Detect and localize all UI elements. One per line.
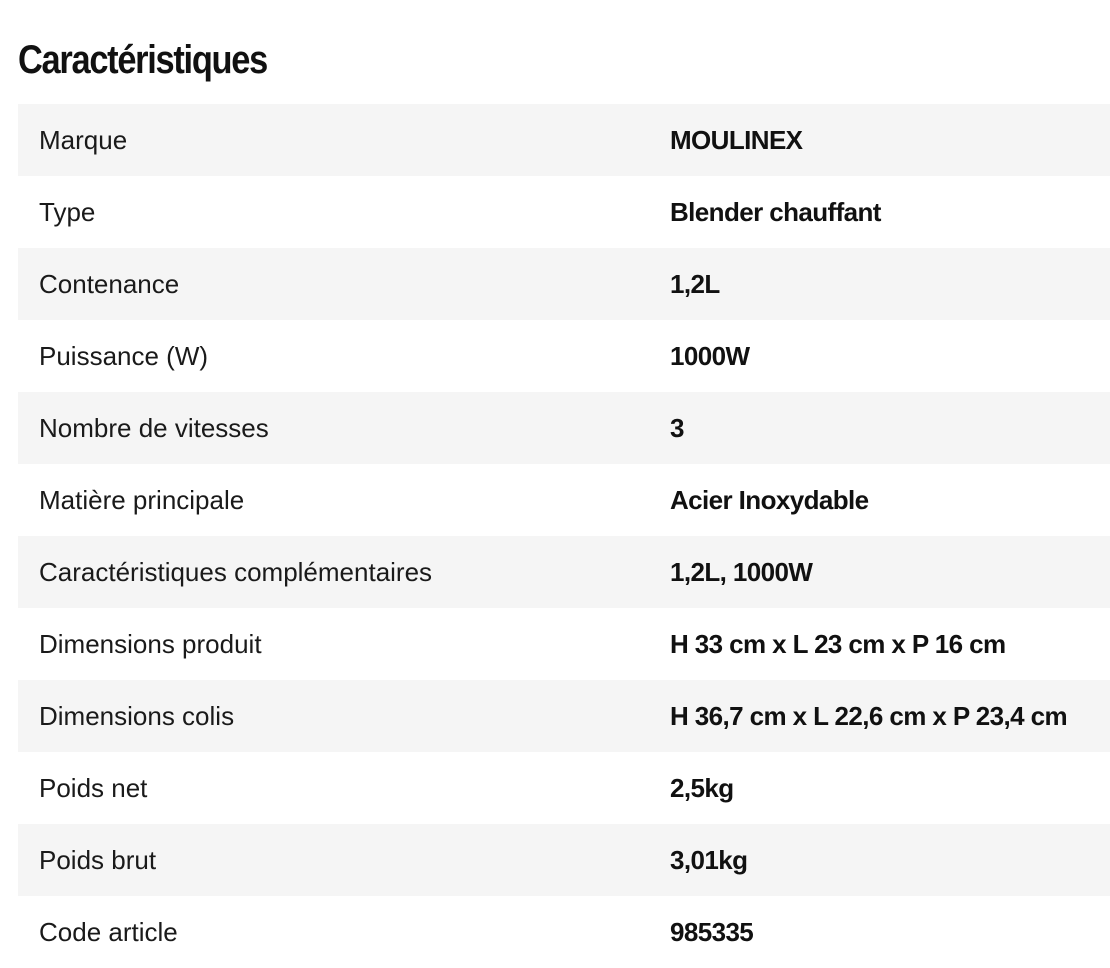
spec-label: Matière principale: [39, 484, 245, 515]
spec-row-matiere: [18, 464, 1110, 536]
spec-label: Puissance (W): [39, 340, 209, 371]
spec-label: Dimensions colis: [39, 700, 235, 731]
spec-value: MOULINEX: [670, 124, 803, 155]
spec-row-dimensions-colis: [18, 680, 1110, 752]
spec-row-poids-net: [18, 752, 1110, 824]
spec-label: Nombre de vitesses: [39, 412, 269, 443]
spec-value: Blender chauffant: [670, 196, 881, 227]
spec-label: Marque: [39, 124, 128, 155]
spec-label: Caractéristiques complémentaires: [39, 556, 433, 587]
spec-value: 985335: [670, 916, 754, 947]
spec-row-contenance: [18, 248, 1110, 320]
spec-label: Poids brut: [39, 844, 157, 875]
spec-value: 2,5kg: [670, 772, 734, 803]
spec-row-type: [18, 176, 1110, 248]
spec-value: H 33 cm x L 23 cm x P 16 cm: [670, 628, 1006, 659]
spec-value: H 36,7 cm x L 22,6 cm x P 23,4 cm: [670, 700, 1067, 731]
spec-row-marque: [18, 104, 1110, 176]
spec-row-code-article: [18, 896, 1110, 968]
spec-row-dimensions-produit: [18, 608, 1110, 680]
spec-value: Acier Inoxydable: [670, 484, 869, 515]
spec-value: 3: [670, 412, 684, 443]
section-title: Caractéristiques: [18, 38, 267, 82]
spec-value: 1,2L, 1000W: [670, 556, 813, 587]
spec-label: Poids net: [39, 772, 148, 803]
spec-row-puissance: [18, 320, 1110, 392]
spec-label: Contenance: [39, 268, 180, 299]
spec-label: Dimensions produit: [39, 628, 262, 659]
spec-row-vitesses: [18, 392, 1110, 464]
spec-value: 1,2L: [670, 268, 720, 299]
spec-value: 3,01kg: [670, 844, 748, 875]
spec-label: Type: [39, 196, 96, 227]
spec-table: [18, 104, 1110, 968]
spec-row-poids-brut: [18, 824, 1110, 896]
spec-row-complementaires: [18, 536, 1110, 608]
spec-label: Code article: [39, 916, 178, 947]
spec-value: 1000W: [670, 340, 750, 371]
